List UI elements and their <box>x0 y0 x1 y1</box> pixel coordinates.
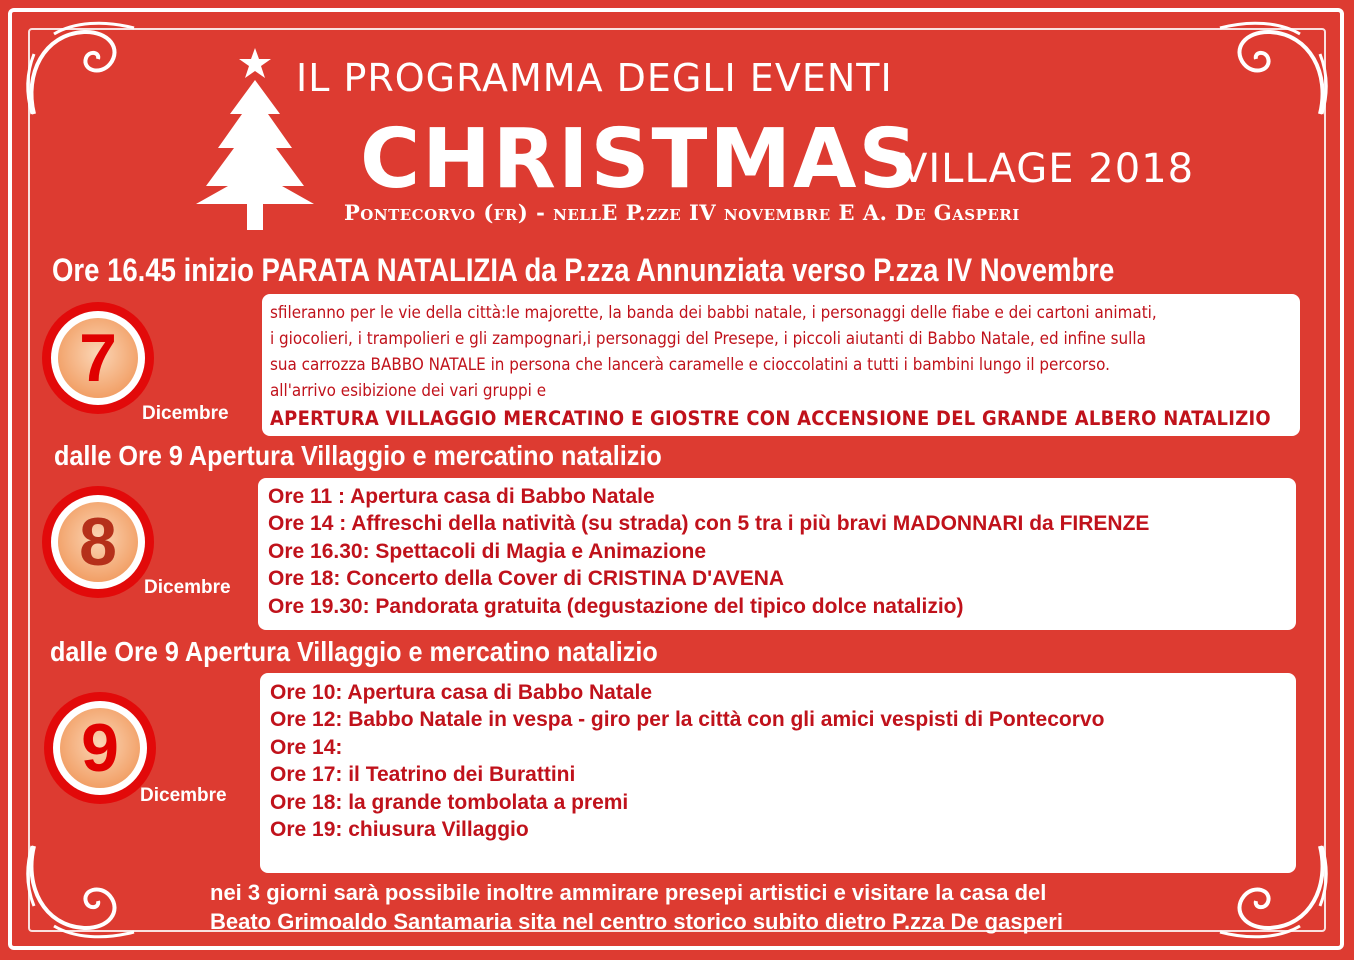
program-line: Ore 14 : Affreschi della natività (su strada) con 5 tra i più bravi MADONNARI da FIRENZE <box>268 512 1150 536</box>
day-month-label: Dicembre <box>142 403 229 424</box>
day-7-program-box <box>262 294 1300 436</box>
program-line: Ore 19.30: Pandorata gratuita (degustazione del tipico dolce natalizio) <box>268 594 964 618</box>
program-line: Ore 19: chiusura Villaggio <box>270 818 529 842</box>
program-line: Ore 12: Babbo Natale in vespa - giro per la città con gli amici vespisti di Pontecorvo <box>270 708 1105 732</box>
day-9-program-box <box>260 673 1296 873</box>
program-line: Ore 14: <box>270 735 343 759</box>
program-line: Ore 18: la grande tombolata a premi <box>270 790 629 814</box>
day-month-label: Dicembre <box>144 577 231 598</box>
footer-note <box>210 878 1063 936</box>
program-line: Ore 17: il Teatrino dei Burattini <box>270 763 576 787</box>
program-line: all'arrivo esibizione dei vari gruppi e <box>270 381 547 400</box>
program-line: sua carrozza BABBO NATALE in persona che lancerà caramelle e cioccolatini a tutti i bambini lungo il percorso. <box>270 355 1110 374</box>
day-number: 8 <box>79 504 117 580</box>
program-title: IL PROGRAMMA DEGLI EVENTI <box>296 56 893 100</box>
ornament-scroll-icon <box>14 836 144 946</box>
program-line: sfileranno per le vie della città:le majorette, la banda dei babbi natale, i personaggi delle fiabe e dei cartoni animati, <box>270 303 1157 322</box>
day-8-program-box <box>258 478 1296 630</box>
program-highlight: APERTURA VILLAGGIO MERCATINO E GIOSTRE CON ACCENSIONE DEL GRANDE ALBERO NATALIZIO <box>270 407 1271 430</box>
program-line: i giocolieri, i trampolieri e gli zampognari,i personaggi del Presepe, i piccoli aiutanti di Babbo Natale, ed infine sulla <box>270 329 1146 348</box>
day-9-heading: dalle Ore 9 Apertura Villaggio e mercatino natalizio <box>50 636 658 667</box>
location-line: Pontecorvo (fr) - nellE P.zze IV novembre E A. De Gasperi <box>344 200 1020 225</box>
ornament-scroll-icon <box>14 14 144 124</box>
day-badge-8 <box>42 486 154 598</box>
program-line: Ore 11 : Apertura casa di Babbo Natale <box>268 485 655 508</box>
village-subtitle: VILLAGE 2018 <box>900 146 1195 192</box>
program-line: Ore 10: Apertura casa di Babbo Natale <box>270 681 653 704</box>
day-8-heading: dalle Ore 9 Apertura Villaggio e mercatino natalizio <box>54 440 662 471</box>
christmas-title: CHRISTMAS <box>360 112 920 207</box>
ornament-scroll-icon <box>1210 14 1340 124</box>
program-line: Ore 16.30: Spettacoli di Magia e Animazione <box>268 539 707 563</box>
day-month-label: Dicembre <box>140 785 227 806</box>
program-line: Ore 18: Concerto della Cover di CRISTINA D'AVENA <box>268 567 785 591</box>
footer-line: nei 3 giorni sarà possibile inoltre ammirare presepi artistici e visitare la casa del <box>210 880 1047 905</box>
day-badge-7 <box>42 302 154 414</box>
day-number: 9 <box>81 710 119 786</box>
footer-line: Beato Grimoaldo Santamaria sita nel centro storico subito dietro P.zza De gasperi <box>210 909 1063 934</box>
day-number: 7 <box>79 320 117 396</box>
parade-headline: Ore 16.45 inizio PARATA NATALIZIA da P.zza Annunziata verso P.zza IV Novembre <box>52 252 1115 288</box>
